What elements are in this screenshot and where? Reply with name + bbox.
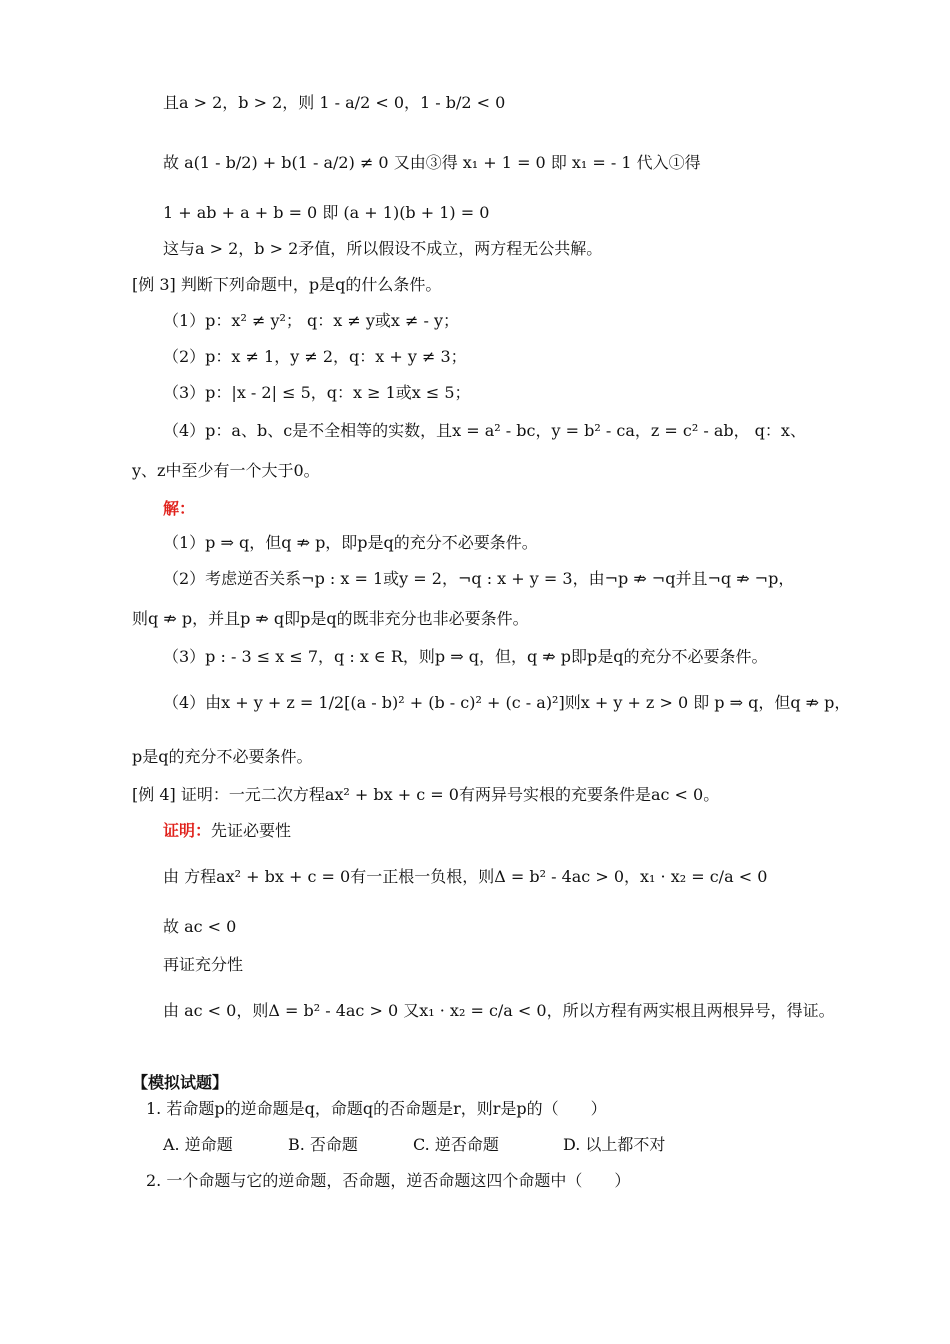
proof-step-1: 由 方程ax² + bx + c = 0有一正根一负根，则Δ = b² - 4ac > 0，x₁ · x₂ = c/a < 0: [163, 867, 768, 886]
example-3-item-4: （4）p：a、b、c是不全相等的实数，且x = a² - bc，y = b² - ca，z = c² - ab， q：x、: [163, 421, 806, 440]
solution-3: （3）p : - 3 ≤ x ≤ 7，q : x ∈ R，则p ⇒ q，但，q ⇏ p即p是q的充分不必要条件。: [163, 647, 768, 666]
proof-line-2: 故 a(1 - b/2) + b(1 - a/2) ≠ 0 又由③得 x₁ + 1 = 0 即 x₁ = - 1 代入①得: [163, 153, 701, 172]
option-c: C. 逆否命题: [413, 1135, 499, 1154]
section-mock-test: 【模拟试题】: [132, 1073, 229, 1092]
option-b: B. 否命题: [288, 1135, 358, 1154]
question-2: 2. 一个命题与它的逆命题，否命题，逆否命题这四个命题中（ ）: [146, 1171, 631, 1190]
proof-step-3: 由 ac < 0，则Δ = b² - 4ac > 0 又x₁ · x₂ = c/a < 0，所以方程有两实根且两根异号，得证。: [163, 1001, 835, 1020]
option-a: A. 逆命题: [163, 1135, 233, 1154]
proof-conclusion: 这与a > 2，b > 2矛值，所以假设不成立，两方程无公共解。: [163, 239, 603, 258]
example-3-item-4-cont: y、z中至少有一个大于0。: [132, 461, 320, 480]
example-3-item-2: （2）p：x ≠ 1，y ≠ 2，q：x + y ≠ 3；: [163, 347, 467, 366]
proof-sufficiency: 再证充分性: [163, 955, 244, 974]
question-1: 1. 若命题p的逆命题是q，命题q的否命题是r，则r是p的（ ）: [146, 1099, 607, 1118]
example-4-heading: [例 4] 证明：一元二次方程ax² + bx + c = 0有两异号实根的充要条件是ac < 0。: [132, 785, 720, 804]
proof-label: 证明：: [163, 821, 212, 840]
solution-4-cont: p是q的充分不必要条件。: [132, 747, 313, 766]
proof-line-3: 1 + ab + a + b = 0 即 (a + 1)(b + 1) = 0: [163, 203, 490, 222]
proof-step-2: 故 ac < 0: [163, 917, 237, 936]
proof-necessity: 先证必要性: [211, 821, 292, 840]
example-3-item-3: （3）p：|x - 2| ≤ 5，q：x ≥ 1或x ≤ 5；: [163, 383, 471, 402]
solution-2: （2）考虑逆否关系¬p : x = 1或y = 2，¬q : x + y = 3，由¬p ⇏ ¬q并且¬q ⇏ ¬p，: [163, 569, 795, 588]
solution-4: （4）由x + y + z = 1/2[(a - b)² + (b - c)² + (c - a)²]则x + y + z > 0 即 p ⇒ q，但q ⇏ p，: [163, 693, 851, 712]
option-d: D. 以上都不对: [563, 1135, 666, 1154]
solution-1: （1）p ⇒ q，但q ⇏ p，即p是q的充分不必要条件。: [163, 533, 538, 552]
example-3-item-1: （1）p：x² ≠ y²； q：x ≠ y或x ≠ - y；: [163, 311, 459, 330]
solution-label: 解：: [163, 499, 196, 518]
proof-line-1: 且a > 2，b > 2，则 1 - a/2 < 0，1 - b/2 < 0: [163, 93, 506, 112]
solution-2-cont: 则q ⇏ p，并且p ⇏ q即p是q的既非充分也非必要条件。: [132, 609, 529, 628]
proof-heading: [163, 820, 291, 842]
example-3-heading: [例 3] 判断下列命题中，p是q的什么条件。: [132, 275, 442, 294]
